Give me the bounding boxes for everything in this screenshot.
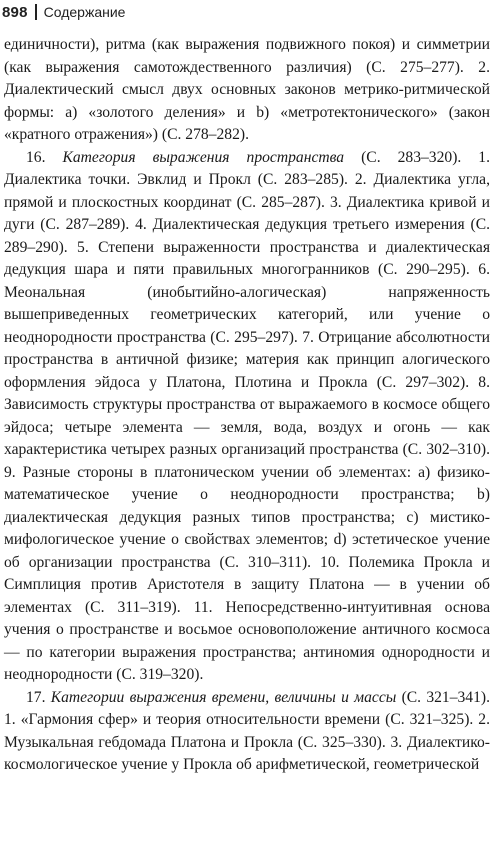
contents-paragraph (4, 687, 490, 777)
chapter-number: 16. (26, 148, 63, 166)
chapter-number: 17. (26, 688, 51, 706)
page-number: 898 (2, 3, 28, 21)
contents-paragraph (4, 147, 490, 687)
contents-paragraph (4, 34, 490, 147)
paragraph-text: (С. 283–320). 1. Диалектика точки. Эвклид и Прокл (С. 283–285). 2. Диалектика угла, прямой и плоскостных координат (С. 285–287). 3. Диалектика кривой и дуги (С. 287–289). 4. Диалектическая дедукция третьего измерения (С. 289–290). 5. Степени выраженности пространства и диалектическая дедукция шара и пяти правильных многогранников (С. 290–295). 6. Меональная (инобытийно-алогическая) напряженность вышеприведенных геометрических категорий, или учение о неоднородности пространства (С. 295–297). 7. Отрицание абсолютности пространства в античной физике; материя как принцип алогического оформления эйдоса у Платона, Плотина и Прокла (С. 297–302). 8. Зависимость структуры пространства от выражаемого в космосе общего эйдоса; четыре элемента — земля, вода, воздух и огонь — как характеристика четырех разных организаций пространства (С. 302–310). 9. Разные стороны в платоническом учении об элементах: a) физико-математическое учение о неоднородности пространства; b) диалектическая дедукция разных типов пространства; c) мистико-мифологическое учение о свойствах элементов; d) эстетическое учение об организации пространства (С. 310–311). 10. Полемика Прокла и Симплиция против Аристотеля в защиту Платона — в учении об элементах (С. 311–319). 11. Непосредственно-интуитивная основа учения о пространстве и восьмое основоположение античного космоса — по категории выражения пространства; антиномия однородности и неоднородности (С. 319–320). (4, 148, 491, 683)
running-section-title: Содержание (43, 4, 126, 20)
paragraph-text: единичности), ритма (как выражения подвижного покоя) и симметрии (как выражения самотождественного различия) (С. 275–277). 2. Диалектический смысл двух основных законов метрико-ритмической формы: a) «золотого деления» и b) «метротектонического» (закон «кратного отражения») (С. 278–282). (4, 36, 490, 143)
paragraph-text: (С. 321–341). 1. «Гармония сфер» и теория относительности времени (С. 321–325). 2. Музыкальная гебдомада Платона и Прокла (С. 325–330). 3. Диалектико-космологическое учение у Прокла об арифметической, геометрической (4, 688, 490, 773)
chapter-title: Категория выражения пространства (62, 148, 345, 166)
chapter-title: Категории выражения времени, величины и массы (50, 688, 397, 706)
page-header (2, 2, 125, 22)
header-divider (35, 4, 37, 20)
contents-body (4, 34, 490, 777)
